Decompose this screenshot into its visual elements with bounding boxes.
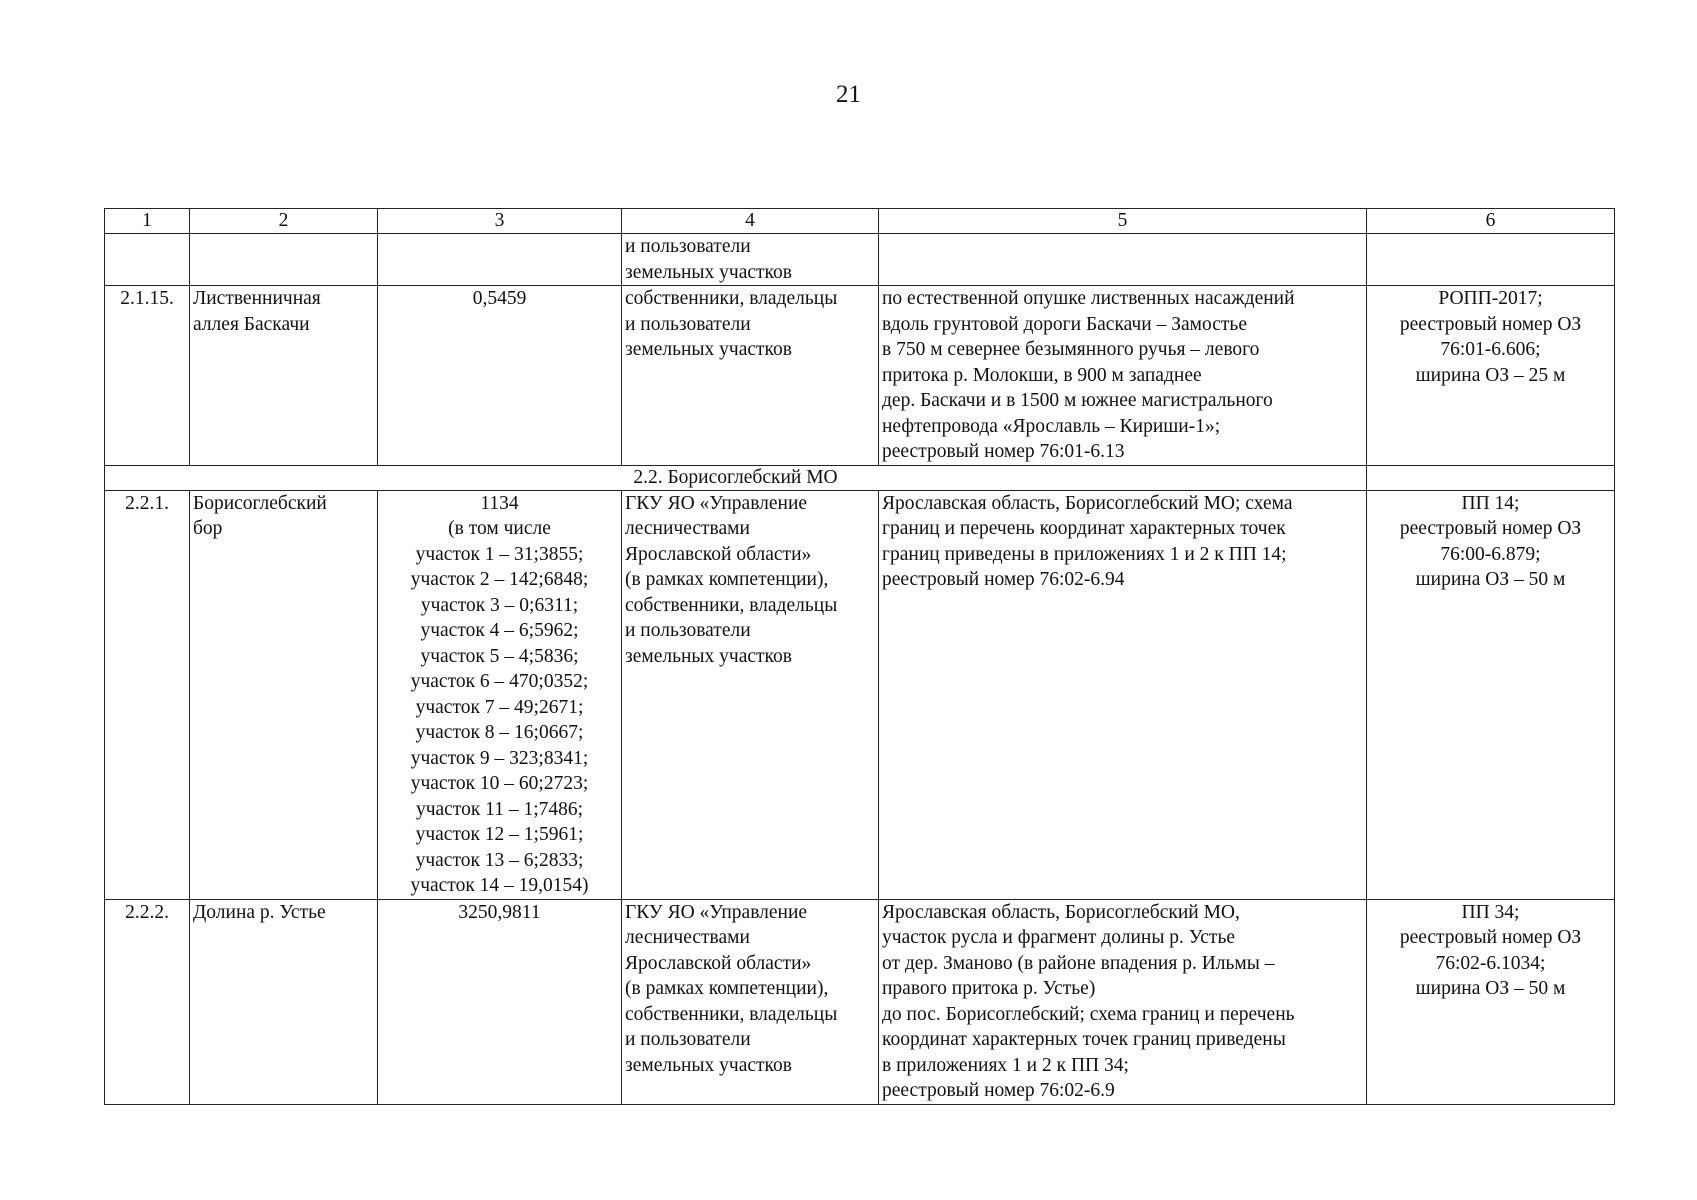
text-line: участок русла и фрагмент долины р. Устье — [882, 927, 1235, 948]
text-line: (в рамках компетенции), — [625, 978, 829, 999]
header-col-1: 1 — [105, 209, 190, 234]
plot-line: участок 12 – 1;5961; — [415, 824, 584, 845]
text-line: 76:01-6.606; — [1440, 339, 1541, 360]
plot-line: участок 13 – 6;2833; — [415, 849, 584, 871]
text-line: реестровый номер ОЗ — [1399, 927, 1582, 948]
cell-number: 2.1.15. — [105, 286, 190, 466]
cell-number: 2.2.1. — [105, 490, 190, 899]
cell-basis — [1367, 899, 1615, 1104]
text-line: в приложениях 1 и 2 к ПП 34; — [882, 1054, 1129, 1076]
text-line: лесничествами — [625, 927, 750, 948]
text-line: границ и перечень координат характерных точек — [882, 518, 1286, 539]
table-header-row — [105, 209, 1615, 234]
header-col-3: 3 — [378, 209, 622, 234]
header-col-5: 5 — [879, 209, 1367, 234]
text-line: собственники, владельцы — [625, 1003, 838, 1025]
text-line: собственники, владельцы — [625, 288, 838, 309]
cell-users — [622, 286, 879, 466]
text-line: реестровый номер 76:01-6.13 — [882, 441, 1125, 462]
text-line: Ярославская область, Борисоглебский МО, — [882, 901, 1240, 923]
text-line: ГКУ ЯО «Управление — [625, 901, 808, 923]
cell-area: 3250,9811 — [378, 899, 622, 1104]
plot-line: участок 2 – 142;6848; — [410, 569, 589, 590]
page-number: 21 — [836, 81, 861, 108]
text-line: ГКУ ЯО «Управление — [625, 492, 808, 514]
section-row-2-2 — [105, 465, 1615, 490]
text-line: (в том числе — [448, 518, 551, 539]
plot-line: участок 8 – 16;0667; — [415, 722, 584, 743]
text-line: в 750 м севернее безымянного ручья – левого — [882, 339, 1260, 360]
section-title: 2.2. Борисоглебский МО — [105, 465, 1367, 490]
plot-line: участок 3 – 0;6311; — [420, 594, 579, 616]
text-line: и пользователи — [625, 236, 751, 257]
text-line: Лиственничная — [193, 288, 321, 309]
text-line: Ярославской области» — [625, 952, 812, 974]
text-line: Долина р. Устье — [193, 901, 326, 923]
plot-line: участок 6 – 470;0352; — [410, 671, 589, 692]
text-line: притока р. Молокши, в 900 м западнее — [882, 364, 1202, 386]
plot-line: участок 14 – 19,0154) — [410, 875, 589, 896]
text-line: ПП 34; — [1461, 901, 1520, 923]
header-col-6: 6 — [1367, 209, 1615, 234]
text-line: земельных участков — [625, 339, 792, 360]
text-line: по естественной опушке лиственных насаждений — [882, 288, 1295, 309]
cell-basis — [1367, 286, 1615, 466]
text-line: вдоль грунтовой дороги Баскачи – Замостье — [882, 313, 1247, 335]
text-line: и пользователи — [625, 620, 751, 641]
text-line: Ярославской области» — [625, 543, 812, 565]
text-line: правого притока р. Устье) — [882, 978, 1096, 999]
cell-empty — [879, 234, 1367, 286]
text-line: 76:02-6.1034; — [1435, 952, 1546, 974]
text-line: РОПП-2017; — [1438, 288, 1543, 309]
table-row-continuation — [105, 234, 1615, 286]
cell-users — [622, 899, 879, 1104]
text-line: ширина ОЗ – 25 м — [1415, 364, 1566, 386]
cell-description — [879, 286, 1367, 466]
text-line: аллея Баскачи — [193, 313, 310, 335]
protected-areas-table — [104, 208, 1615, 1105]
cell-users — [622, 490, 879, 899]
cell-area: 0,5459 — [378, 286, 622, 466]
text-line: земельных участков — [625, 1054, 792, 1076]
cell-area — [378, 490, 622, 899]
table-row-2-1-15 — [105, 286, 1615, 466]
cell-name — [190, 286, 378, 466]
table-row-2-2-1 — [105, 490, 1615, 899]
cell-description — [879, 899, 1367, 1104]
text-line: нефтепровода «Ярославль – Кириши-1»; — [882, 415, 1221, 437]
plot-line: участок 11 – 1;7486; — [415, 798, 584, 820]
text-line: (в рамках компетенции), — [625, 569, 829, 590]
text-line: Ярославская область, Борисоглебский МО; схема — [882, 492, 1293, 514]
cell-description — [879, 490, 1367, 899]
cell-users — [622, 234, 879, 286]
text-line: реестровый номер 76:02-6.9 — [882, 1080, 1115, 1101]
text-line: реестровый номер ОЗ — [1399, 313, 1582, 335]
text-line: 76:00-6.879; — [1440, 543, 1541, 565]
text-line: границ приведены в приложениях 1 и 2 к ПП 14; — [882, 543, 1287, 565]
text-line: бор — [193, 518, 223, 539]
text-line: реестровый номер 76:02-6.94 — [882, 569, 1125, 590]
text-line: земельных участков — [625, 261, 792, 283]
text-line: от дер. Зманово (в районе впадения р. Ильмы – — [882, 952, 1275, 974]
text-line: собственники, владельцы — [625, 594, 838, 616]
cell-number: 2.2.2. — [105, 899, 190, 1104]
plot-line: участок 10 – 60;2723; — [410, 773, 589, 794]
text-line: 1134 — [480, 492, 519, 514]
text-line: лесничествами — [625, 518, 750, 539]
header-col-2: 2 — [190, 209, 378, 234]
cell-basis — [1367, 490, 1615, 899]
text-line: ширина ОЗ – 50 м — [1415, 978, 1566, 999]
text-line: до пос. Борисоглебский; схема границ и перечень — [882, 1003, 1295, 1025]
plot-line: участок 1 – 31;3855; — [415, 543, 584, 565]
plot-line: участок 4 – 6;5962; — [420, 620, 579, 641]
cell-empty — [190, 234, 378, 286]
table-row-2-2-2 — [105, 899, 1615, 1104]
text-line: и пользователи — [625, 1029, 751, 1050]
text-line: реестровый номер ОЗ — [1399, 518, 1582, 539]
plot-line: участок 9 – 323;8341; — [410, 747, 589, 769]
cell-empty — [378, 234, 622, 286]
text-line: ПП 14; — [1461, 492, 1520, 514]
header-col-4: 4 — [622, 209, 879, 234]
cell-empty — [1367, 234, 1615, 286]
plot-line: участок 5 – 4;5836; — [420, 645, 579, 667]
cell-name — [190, 490, 378, 899]
cell-empty — [1367, 465, 1615, 490]
text-line: земельных участков — [625, 645, 792, 667]
text-line: Борисоглебский — [193, 492, 327, 514]
cell-empty — [105, 234, 190, 286]
plot-line: участок 7 – 49;2671; — [415, 696, 584, 718]
text-line: дер. Баскачи и в 1500 м южнее магистрального — [882, 390, 1273, 411]
text-line: и пользователи — [625, 313, 751, 335]
text-line: координат характерных точек границ приведены — [882, 1029, 1286, 1050]
text-line: ширина ОЗ – 50 м — [1415, 569, 1566, 590]
cell-name — [190, 899, 378, 1104]
